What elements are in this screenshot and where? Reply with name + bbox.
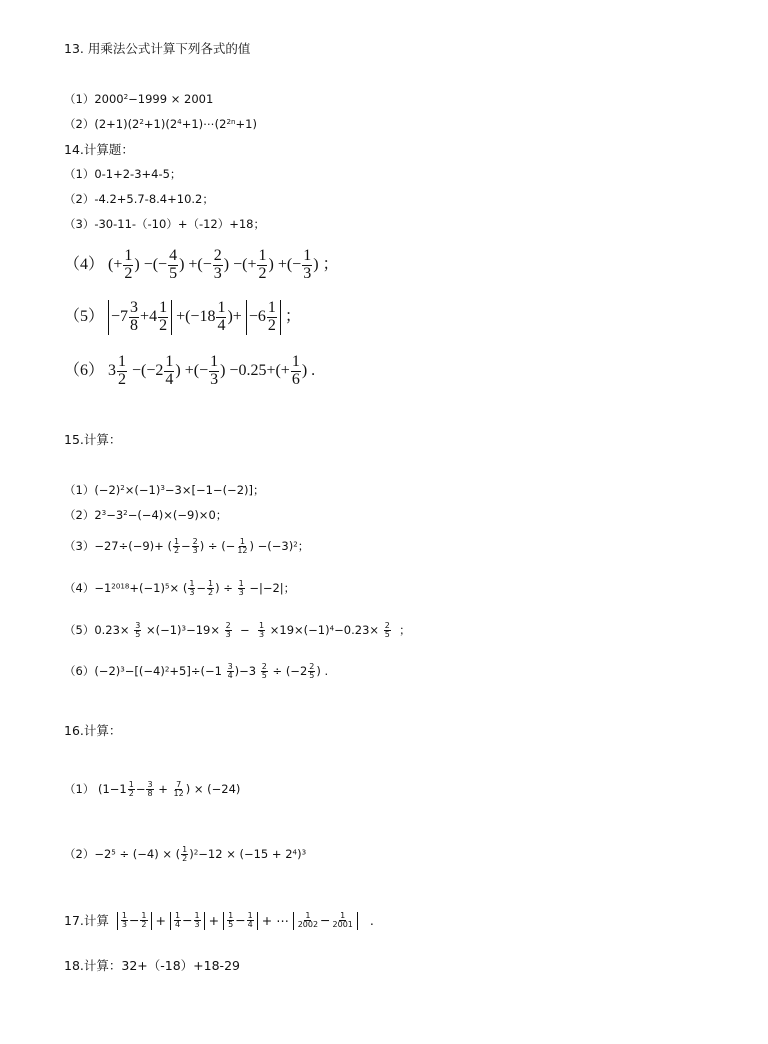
q15-part-3: （3）−27÷(−9)+ ( $\frac{1}{2}$ − $\frac{2}{3}$ ) ÷ (− $\frac{1}{12}$ ) $-(-3)^2$；	[64, 537, 310, 556]
q15-part-4: $(4)-1^{2018}+(-1)^5\times$ ( $\frac{1}{3}$ − $\frac{1}{2}$ ) ÷ $\frac{1}{3}$ −|−2|；	[64, 579, 296, 598]
q16-title: 16.计算：	[64, 723, 122, 738]
q14-part-4: （4） (+ $\frac{1}{2}$ ) −(− $\frac{4}{5}$ ) +(− $\frac{2}{3}$ ) −(+ $\frac{1}{2}$ ) +(− $\frac{1}{3}$ ) ；	[64, 247, 339, 282]
q16-part-1: （1） (1−1 $\frac{1}{2}$ − $\frac{3}{8}$ + $\frac{7}{12}$ ) × (−24)	[64, 780, 241, 799]
q15-part-2: $(2)2^3-3^2-(-4)\times(-9)\times 0$；	[64, 508, 228, 522]
q13-part-1: $(1)2000^2-1999 \times 2001$	[64, 92, 214, 106]
q14-part-1: （1）0-1+2-3+4-5；	[64, 167, 182, 181]
q14-part-6: （6） 3 $\frac{1}{2}$ −(−2 $\frac{1}{4}$ ) +(− $\frac{1}{3}$ ) −0.25+(+ $\frac{1}{6}$ ) .	[64, 353, 316, 388]
q15-part-6: $(6)(-2)^3-[(-4)^2+5]\div(-1$ $\frac{3}{4}$ )−3 $\frac{2}{5}$ ÷ (−2 $\frac{2}{5}$ ) .	[64, 662, 329, 681]
q14-title: 14.计算题：	[64, 142, 134, 157]
q14-part-2: （2）-4.2+5.7-8.4+10.2；	[64, 192, 214, 206]
q17: 17.计算 $\frac{1}{3}$ − $\frac{1}{2}$ + $\frac{1}{4}$ − $\frac{1}{3}$ + $\frac{1}{5}$ − $\frac{1}{4}$ + ⋯ $\frac{1}{2002}$ − $\frac{1}{2001}$ .	[64, 911, 374, 930]
q16-part-2: $(2)-2^5 \div (-4)$ × ( $\frac{1}{2}$ )$^2-12 \times (-15 + 2^4)^3$	[64, 845, 307, 864]
q14-part-3: （3）-30-11-（-10）+（-12）+18；	[64, 217, 266, 231]
q15-part-1: $(1)(-2)^2\times(-1)^3-3\times[-1-(-2)]$；	[64, 483, 265, 497]
q13-part-2: $(2)(2+1)(2^2+1)(2^4+1)\cdots(2^{2n}+1)$	[64, 117, 257, 131]
q15-title: 15.计算：	[64, 432, 122, 447]
q18: 18.计算：32+（-18）+18-29	[64, 958, 240, 973]
q14-part-5: （5） −7 $\frac{3}{8}$ +4 $\frac{1}{2}$ +(−18 $\frac{1}{4}$ )+ −6 $\frac{1}{2}$ ；	[64, 299, 301, 334]
q13-title: 13. 用乘法公式计算下列各式的值	[64, 41, 251, 56]
q15-part-5: （5）0.23× $\frac{3}{5}$ $\times(-1)^3-19\times$ $\frac{2}{3}$ − $\frac{1}{3}$ $\times 19\times(-1)^4-0.23\times$ $\frac{2}{5}$ ；	[64, 621, 411, 640]
